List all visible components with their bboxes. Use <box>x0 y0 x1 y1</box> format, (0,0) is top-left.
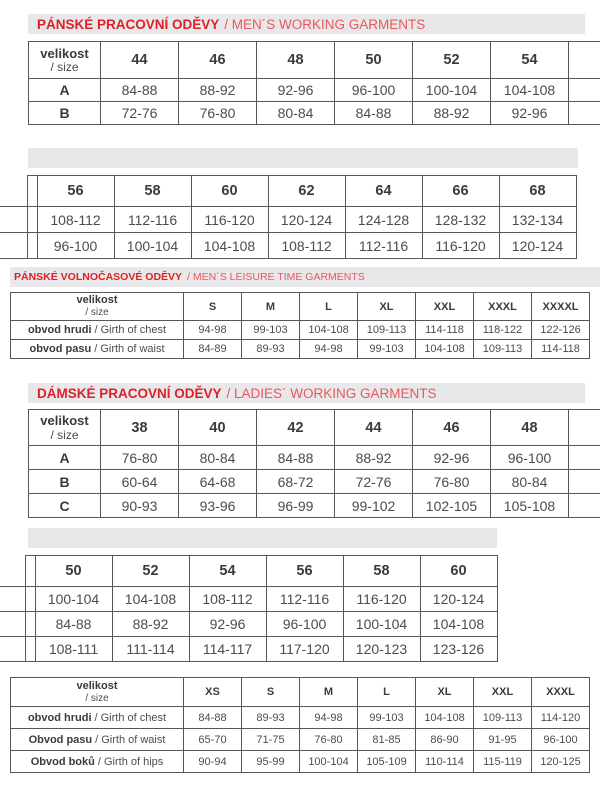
size-value-cell: 114-117 <box>189 637 266 662</box>
size-value-cell: 68-72 <box>257 470 335 494</box>
size-column-header: 52 <box>413 42 491 79</box>
size-column-header: M <box>300 678 358 707</box>
table-ladies-working-sizes-38-48 <box>28 409 600 518</box>
size-value-cell: 104-108 <box>416 707 474 729</box>
size-value-cell: 90-94 <box>184 751 242 773</box>
size-value-cell: 100-104 <box>300 751 358 773</box>
size-value-cell: 118-122 <box>474 321 532 340</box>
section-divider-bar <box>28 528 497 548</box>
table-row <box>0 207 576 233</box>
spacer-column-cell <box>25 612 35 637</box>
size-value-cell: 120-124 <box>420 587 497 612</box>
size-value-cell: 93-96 <box>179 494 257 518</box>
size-value-cell: 81-85 <box>358 729 416 751</box>
size-column-header: 62 <box>268 176 345 207</box>
size-value-cell: 76-80 <box>413 470 491 494</box>
size-value-cell: 108-112 <box>189 587 266 612</box>
size-value-cell: 108-112 <box>268 233 345 259</box>
clipped-column-stub <box>0 207 27 233</box>
size-value-cell: 120-124 <box>268 207 345 233</box>
size-value-cell: 95-99 <box>242 751 300 773</box>
size-value-cell: 88-92 <box>112 612 189 637</box>
clipped-column-stub <box>569 42 600 79</box>
size-value-cell: 84-88 <box>335 102 413 125</box>
size-column-header: L <box>358 678 416 707</box>
size-column-header: 54 <box>189 556 266 587</box>
size-column-header: S <box>242 678 300 707</box>
size-value-cell: 84-88 <box>35 612 112 637</box>
size-value-cell: 109-113 <box>358 321 416 340</box>
table-row <box>11 707 590 729</box>
size-value-cell: 114-118 <box>416 321 474 340</box>
corner-label-light: / size <box>50 60 79 75</box>
table-row <box>29 494 600 518</box>
size-value-cell: 89-93 <box>242 707 300 729</box>
clipped-column-stub <box>569 102 600 125</box>
corner-label-light: / size <box>85 692 109 704</box>
size-column-header: XL <box>416 678 474 707</box>
clipped-column-stub <box>0 587 25 612</box>
row-label-czech: Obvod boků <box>30 755 95 768</box>
size-column-header: XXL <box>416 293 474 321</box>
size-value-cell: 114-118 <box>532 340 590 359</box>
measurement-row-label <box>11 340 184 359</box>
size-value-cell: 104-108 <box>416 340 474 359</box>
size-value-cell: 108-112 <box>37 207 114 233</box>
measurement-row-label: B <box>29 470 101 494</box>
corner-label-light: / size <box>85 307 109 319</box>
measurement-row-label <box>11 729 184 751</box>
size-value-cell: 80-84 <box>491 470 569 494</box>
size-value-cell: 96-100 <box>532 729 590 751</box>
size-value-cell: 122-126 <box>532 321 590 340</box>
size-column-header: 68 <box>499 176 576 207</box>
size-value-cell: 117-120 <box>266 637 343 662</box>
corner-label-light: / size <box>50 427 79 442</box>
size-value-cell: 88-92 <box>179 79 257 102</box>
clipped-column-stub <box>0 612 25 637</box>
size-value-cell: 96-100 <box>335 79 413 102</box>
corner-label-bold: velikost <box>76 294 118 307</box>
table-row <box>11 729 590 751</box>
table-row <box>0 587 497 612</box>
table-ladies-working-sizes-50-60 <box>0 555 600 662</box>
size-value-cell: 90-93 <box>101 494 179 518</box>
table-row <box>29 446 600 470</box>
spacer-column-cell <box>25 587 35 612</box>
corner-label-bold: velikost <box>76 679 118 692</box>
size-value-cell: 112-116 <box>345 233 422 259</box>
size-value-cell: 132-134 <box>499 207 576 233</box>
size-value-cell: 114-120 <box>532 707 590 729</box>
size-value-cell: 76-80 <box>179 102 257 125</box>
clipped-column-stub <box>0 556 25 587</box>
row-label-english: / Girth of waist <box>95 733 166 746</box>
size-value-cell: 120-123 <box>343 637 420 662</box>
size-value-cell: 99-103 <box>242 321 300 340</box>
table-row <box>0 233 576 259</box>
size-column-header: 48 <box>257 42 335 79</box>
size-value-cell: 86-90 <box>416 729 474 751</box>
size-value-cell: 96-99 <box>257 494 335 518</box>
table-ladies-girth-sizes <box>10 677 600 773</box>
size-value-cell: 89-93 <box>242 340 300 359</box>
measurement-row-label <box>11 707 184 729</box>
size-column-header: 60 <box>420 556 497 587</box>
spacer-column-cell <box>25 637 35 662</box>
row-label-czech: obvod hrudi <box>27 711 92 724</box>
measurement-row-label <box>11 751 184 773</box>
size-value-cell: 84-88 <box>101 79 179 102</box>
size-value-cell: 104-108 <box>191 233 268 259</box>
size-table <box>10 677 590 773</box>
clipped-column-stub <box>0 637 25 662</box>
size-value-cell: 64-68 <box>179 470 257 494</box>
size-table <box>10 292 590 359</box>
table-row <box>29 470 600 494</box>
size-value-cell: 91-95 <box>474 729 532 751</box>
row-label-english: / Girth of hips <box>97 755 164 768</box>
size-column-header: 44 <box>335 410 413 446</box>
corner-label-bold: velikost <box>40 413 89 429</box>
heading-mens-working <box>28 14 585 34</box>
table-row <box>0 637 497 662</box>
measurement-row-label: A <box>29 446 101 470</box>
spacer-column-cell <box>25 556 35 587</box>
row-label-czech: Obvod pasu <box>28 733 93 746</box>
size-value-cell: 120-125 <box>532 751 590 773</box>
size-column-header: XXXXL <box>532 293 590 321</box>
size-corner-cell <box>29 410 101 446</box>
size-value-cell: 109-113 <box>474 340 532 359</box>
size-corner-cell <box>11 293 184 321</box>
size-column-header: 44 <box>101 42 179 79</box>
size-table <box>0 555 498 662</box>
size-value-cell: 65-70 <box>184 729 242 751</box>
size-value-cell: 100-104 <box>343 612 420 637</box>
size-value-cell: 116-120 <box>422 233 499 259</box>
table-row <box>29 79 600 102</box>
heading-english-text: / MEN´S LEISURE TIME GARMENTS <box>187 271 365 283</box>
measurement-row-label: C <box>29 494 101 518</box>
size-value-cell: 116-120 <box>343 587 420 612</box>
size-value-cell: 109-113 <box>474 707 532 729</box>
measurement-row-label: A <box>29 79 101 102</box>
size-value-cell: 84-89 <box>184 340 242 359</box>
size-value-cell: 104-108 <box>491 79 569 102</box>
size-value-cell: 88-92 <box>335 446 413 470</box>
size-value-cell: 104-108 <box>300 321 358 340</box>
clipped-column-stub <box>0 176 27 207</box>
table-row <box>11 321 590 340</box>
row-label-english: / Girth of chest <box>94 711 167 724</box>
heading-english-text: / LADIES´ WORKING GARMENTS <box>226 385 437 401</box>
heading-ladies-working <box>28 383 585 403</box>
table-row <box>11 751 590 773</box>
spacer-column-cell <box>27 207 37 233</box>
heading-english-text: / MEN´S WORKING GARMENTS <box>224 16 426 32</box>
row-label-english: / Girth of chest <box>94 324 167 336</box>
size-value-cell: 105-108 <box>491 494 569 518</box>
size-value-cell: 92-96 <box>257 79 335 102</box>
size-corner-cell <box>11 678 184 707</box>
table-mens-working-sizes-44-54 <box>28 41 600 125</box>
section-divider-bar <box>28 148 578 168</box>
size-column-header: 42 <box>257 410 335 446</box>
size-value-cell: 96-100 <box>37 233 114 259</box>
spacer-column-cell <box>27 176 37 207</box>
size-value-cell: 76-80 <box>300 729 358 751</box>
size-value-cell: 76-80 <box>101 446 179 470</box>
size-value-cell: 115-119 <box>474 751 532 773</box>
size-column-header: 56 <box>266 556 343 587</box>
size-value-cell: 102-105 <box>413 494 491 518</box>
size-value-cell: 72-76 <box>101 102 179 125</box>
heading-czech-text: DÁMSKÉ PRACOVNÍ ODĚVY <box>37 385 222 401</box>
size-value-cell: 104-108 <box>420 612 497 637</box>
table-row <box>0 612 497 637</box>
size-column-header: S <box>184 293 242 321</box>
measurement-row-label: B <box>29 102 101 125</box>
size-value-cell: 112-116 <box>114 207 191 233</box>
size-table <box>28 41 600 125</box>
size-value-cell: 104-108 <box>112 587 189 612</box>
size-table <box>0 175 577 259</box>
size-column-header: 38 <box>101 410 179 446</box>
size-value-cell: 60-64 <box>101 470 179 494</box>
heading-mens-leisure <box>10 267 600 287</box>
clipped-column-stub <box>569 79 600 102</box>
size-column-header: 46 <box>179 42 257 79</box>
size-value-cell: 88-92 <box>413 102 491 125</box>
size-value-cell: 94-98 <box>300 340 358 359</box>
size-value-cell: 123-126 <box>420 637 497 662</box>
size-column-header: 40 <box>179 410 257 446</box>
size-value-cell: 111-114 <box>112 637 189 662</box>
spacer-column-cell <box>27 233 37 259</box>
size-column-header: 64 <box>345 176 422 207</box>
size-value-cell: 112-116 <box>266 587 343 612</box>
size-column-header: 56 <box>37 176 114 207</box>
size-value-cell: 99-103 <box>358 340 416 359</box>
size-value-cell: 116-120 <box>191 207 268 233</box>
corner-label-bold: velikost <box>40 45 89 61</box>
size-column-header: 46 <box>413 410 491 446</box>
clipped-column-stub <box>569 446 600 470</box>
size-value-cell: 80-84 <box>179 446 257 470</box>
row-label-czech: obvod hrudi <box>27 324 92 336</box>
size-column-header: 60 <box>191 176 268 207</box>
size-column-header: XL <box>358 293 416 321</box>
size-value-cell: 96-100 <box>491 446 569 470</box>
size-value-cell: 96-100 <box>266 612 343 637</box>
size-corner-cell <box>29 42 101 79</box>
clipped-column-stub <box>569 410 600 446</box>
size-value-cell: 92-96 <box>491 102 569 125</box>
size-value-cell: 105-109 <box>358 751 416 773</box>
heading-czech-text: PÁNSKÉ VOLNOČASOVÉ ODĚVY <box>14 271 183 283</box>
size-column-header: 58 <box>343 556 420 587</box>
size-value-cell: 71-75 <box>242 729 300 751</box>
clipped-column-stub <box>569 494 600 518</box>
size-column-header: 52 <box>112 556 189 587</box>
size-value-cell: 99-102 <box>335 494 413 518</box>
table-mens-working-sizes-56-68 <box>0 175 600 259</box>
row-label-english: / Girth of waist <box>94 343 165 355</box>
size-column-header: 50 <box>35 556 112 587</box>
size-column-header: 66 <box>422 176 499 207</box>
measurement-row-label <box>11 321 184 340</box>
size-value-cell: 94-98 <box>300 707 358 729</box>
clipped-column-stub <box>0 233 27 259</box>
table-row <box>29 102 600 125</box>
size-value-cell: 110-114 <box>416 751 474 773</box>
size-table <box>28 409 600 518</box>
table-mens-leisure-sizes <box>10 292 600 359</box>
size-column-header: 50 <box>335 42 413 79</box>
size-column-header: M <box>242 293 300 321</box>
size-column-header: L <box>300 293 358 321</box>
size-value-cell: 84-88 <box>257 446 335 470</box>
size-column-header: XXXL <box>532 678 590 707</box>
size-value-cell: 72-76 <box>335 470 413 494</box>
size-value-cell: 94-98 <box>184 321 242 340</box>
size-column-header: 58 <box>114 176 191 207</box>
size-value-cell: 92-96 <box>189 612 266 637</box>
size-column-header: 48 <box>491 410 569 446</box>
size-value-cell: 99-103 <box>358 707 416 729</box>
heading-czech-text: PÁNSKÉ PRACOVNÍ ODĚVY <box>37 16 220 32</box>
size-value-cell: 84-88 <box>184 707 242 729</box>
size-value-cell: 108-111 <box>35 637 112 662</box>
size-value-cell: 80-84 <box>257 102 335 125</box>
size-value-cell: 124-128 <box>345 207 422 233</box>
size-value-cell: 100-104 <box>413 79 491 102</box>
clipped-column-stub <box>569 470 600 494</box>
size-value-cell: 100-104 <box>114 233 191 259</box>
row-label-czech: obvod pasu <box>29 343 92 355</box>
size-value-cell: 92-96 <box>413 446 491 470</box>
size-column-header: XS <box>184 678 242 707</box>
table-row <box>11 340 590 359</box>
size-value-cell: 120-124 <box>499 233 576 259</box>
size-column-header: XXL <box>474 678 532 707</box>
size-value-cell: 128-132 <box>422 207 499 233</box>
size-column-header: XXXL <box>474 293 532 321</box>
size-column-header: 54 <box>491 42 569 79</box>
size-value-cell: 100-104 <box>35 587 112 612</box>
